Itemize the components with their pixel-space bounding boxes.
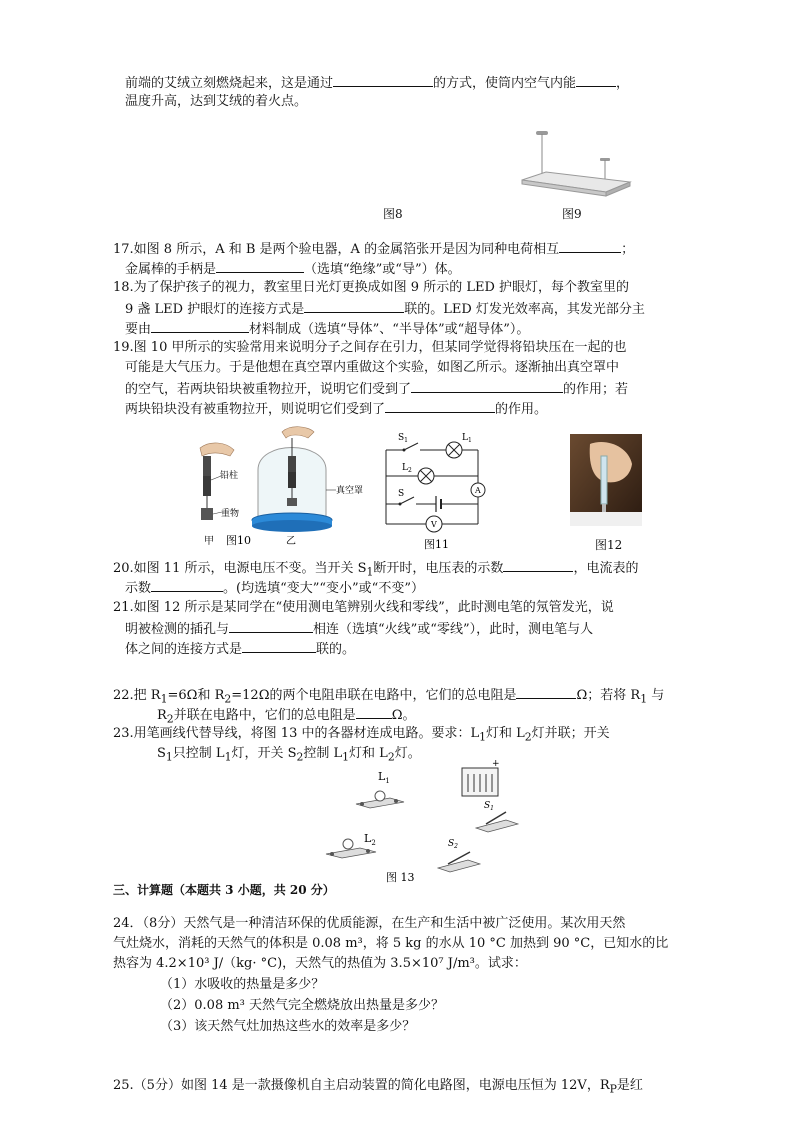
q23-line2: $S_1$只控制 $L_1$灯，开关 $S_2$控制 $L_1$灯和 $L_2$灯。	[157, 746, 421, 764]
fig10-label-b: 乙	[286, 536, 296, 547]
section3-heading: 三、计算题（本题共 3 小题，共 20 分）	[113, 883, 335, 897]
q20-blank-1[interactable]	[503, 557, 573, 572]
q19-line2: 可能是大气压力。于是他想在真空罩内重做这个实验，如图乙所示。逐渐抽出真空罩中	[125, 360, 620, 375]
q21-line2: 明被检测的插孔与 相连（选填“火线”或“零线”），此时，测电笔与人	[125, 618, 593, 640]
q21-line3: 体之间的连接方式是 联的。	[125, 638, 355, 660]
fig10-label-weight: 重物	[221, 509, 240, 519]
q19-blank-2[interactable]	[385, 398, 495, 413]
q20-line2: 示数 。(均选填“变大”“变小”或“不变”）	[125, 577, 424, 599]
fig10-label-a: 甲	[204, 536, 214, 547]
q21-blank-1[interactable]	[229, 618, 313, 633]
q17-blank-1[interactable]	[559, 238, 621, 253]
fig13-s1-label: $S_1$	[484, 801, 494, 812]
q25-line1: 25.（5分）如图 14 是一款摄像机自主启动装置的简化电路图，电源电压恒为 12V，$R_P$是红	[113, 1078, 643, 1096]
fig13-caption: 图 13	[386, 871, 415, 884]
q18-line2: 9 盏 LED 护眼灯的连接方式是 联的。LED 灯发光效率高，其发光部分主	[125, 298, 645, 320]
fig11-s-label: S	[398, 489, 405, 499]
q19-line3: 的空气，若两块铅块被重物拉开，说明它们受到了 的作用；若	[125, 378, 628, 400]
q16-line1: 前端的艾绒立刻燃烧起来，这是通过 的方式，使筒内空气内能 ，	[125, 72, 629, 94]
q24-sub2: （2）0.08 m³ 天然气完全燃烧放出热量是多少？	[160, 998, 445, 1013]
q18-line3: 要由 材料制成（选填“导体”、“半导体”或“超导体”）。	[125, 318, 529, 340]
q21-blank-2[interactable]	[242, 638, 316, 653]
q22-line2: $R_2$并联在电路中，它们的总电阻是 Ω。	[157, 704, 415, 730]
q16-blank-1[interactable]	[333, 72, 433, 87]
fig10-label-jar: 真空罩	[336, 486, 364, 496]
q16-blank-2[interactable]	[576, 72, 616, 87]
q22-blank-1[interactable]	[516, 684, 576, 699]
fig11-voltmeter-label: V	[431, 520, 437, 529]
fig11-circuit	[378, 428, 496, 550]
fig13-components	[320, 760, 530, 888]
q16-line2: 温度升高，达到艾绒的着火点。	[125, 94, 308, 109]
fig11-l1-label: $L_1$	[462, 433, 472, 444]
q21-line1: 21.如图 12 所示是某同学在“使用测电笔辨别火线和零线”，此时测电笔的氖管发光，说	[113, 600, 614, 615]
q24-sub3: （3）该天然气灶加热这些水的效率是多少？	[160, 1019, 416, 1034]
q24-line3: 热容为 4.2×10³ J/（kg· °C)，天然气的热值为 3.5×10⁷ J/m³。试求：	[113, 956, 527, 971]
q19-blank-1[interactable]	[411, 378, 563, 393]
fig9-led-lamp	[518, 128, 634, 200]
q22-blank-2[interactable]	[356, 704, 392, 719]
q20-blank-2[interactable]	[151, 577, 223, 592]
fig10-lead-experiment	[190, 420, 380, 550]
q18-blank-1[interactable]	[304, 298, 404, 313]
fig11-l2-label: $L_2$	[402, 463, 412, 474]
q17-line1: 17.如图 8 所示，A 和 B 是两个验电器，A 的金属箔张开是因为同种电荷相互 ；	[113, 238, 634, 260]
fig9-caption: 图9	[562, 207, 582, 221]
q17-line2: 金属棒的手柄是 （选填“绝缘”或“导”）体。	[125, 258, 461, 280]
q20-line1: 20.如图 11 所示，电源电压不变。当开关 $S_1$断开时，电压表的示数 ，电流表的	[113, 557, 638, 583]
fig13-s2-label: $S_2$	[448, 839, 458, 850]
fig13-plus: +	[492, 760, 500, 769]
q17-blank-2[interactable]	[216, 258, 304, 273]
fig13-l2-label: $L_2$	[364, 832, 376, 847]
fig8-caption: 图8	[383, 207, 403, 221]
q23-line1: 23.用笔画线代替导线，将图 13 中的各器材连成电路。要求：$L_1$灯和 $L_2$灯并联；开关	[113, 726, 610, 744]
q19-line4: 两块铅块没有被重物拉开，则说明它们受到了 的作用。	[125, 398, 547, 420]
fig12-test-pen-photo	[570, 434, 642, 526]
fig10-label-lead: 铅柱	[220, 471, 239, 481]
q22-line1: 22.把 $R_1=6\Omega$和 $R_2=12\Omega$的两个电阻串联在电路中，它们的总电阻是 Ω；若将 $R_1$ 与	[113, 684, 664, 710]
q18-blank-2[interactable]	[151, 318, 249, 333]
fig11-caption: 图11	[424, 538, 449, 550]
fig11-s1-label: $S_1$	[398, 433, 408, 444]
q24-sub1: （1）水吸收的热量是多少？	[160, 977, 325, 992]
fig13-l1-label: $L_1$	[378, 770, 390, 785]
q24-line1: 24．（8分）天然气是一种清洁环保的优质能源，在生产和生活中被广泛使用。某次用天然	[113, 916, 626, 931]
q19-line1: 19.图 10 甲所示的实验常用来说明分子之间存在引力，但某同学觉得将铅块压在一起的也	[113, 340, 627, 355]
fig10-caption: 图10	[226, 534, 251, 547]
q24-line2: 气灶烧水，消耗的天然气的体积是 0.08 m³，将 5 kg 的水从 10 °C 加热到 90 °C，已知水的比	[113, 936, 669, 951]
fig11-ammeter-label: A	[475, 486, 481, 495]
fig12-caption: 图12	[595, 538, 623, 552]
q18-line1: 18.为了保护孩子的视力，教室里日光灯更换成如图 9 所示的 LED 护眼灯，每个教室里的	[113, 280, 630, 295]
